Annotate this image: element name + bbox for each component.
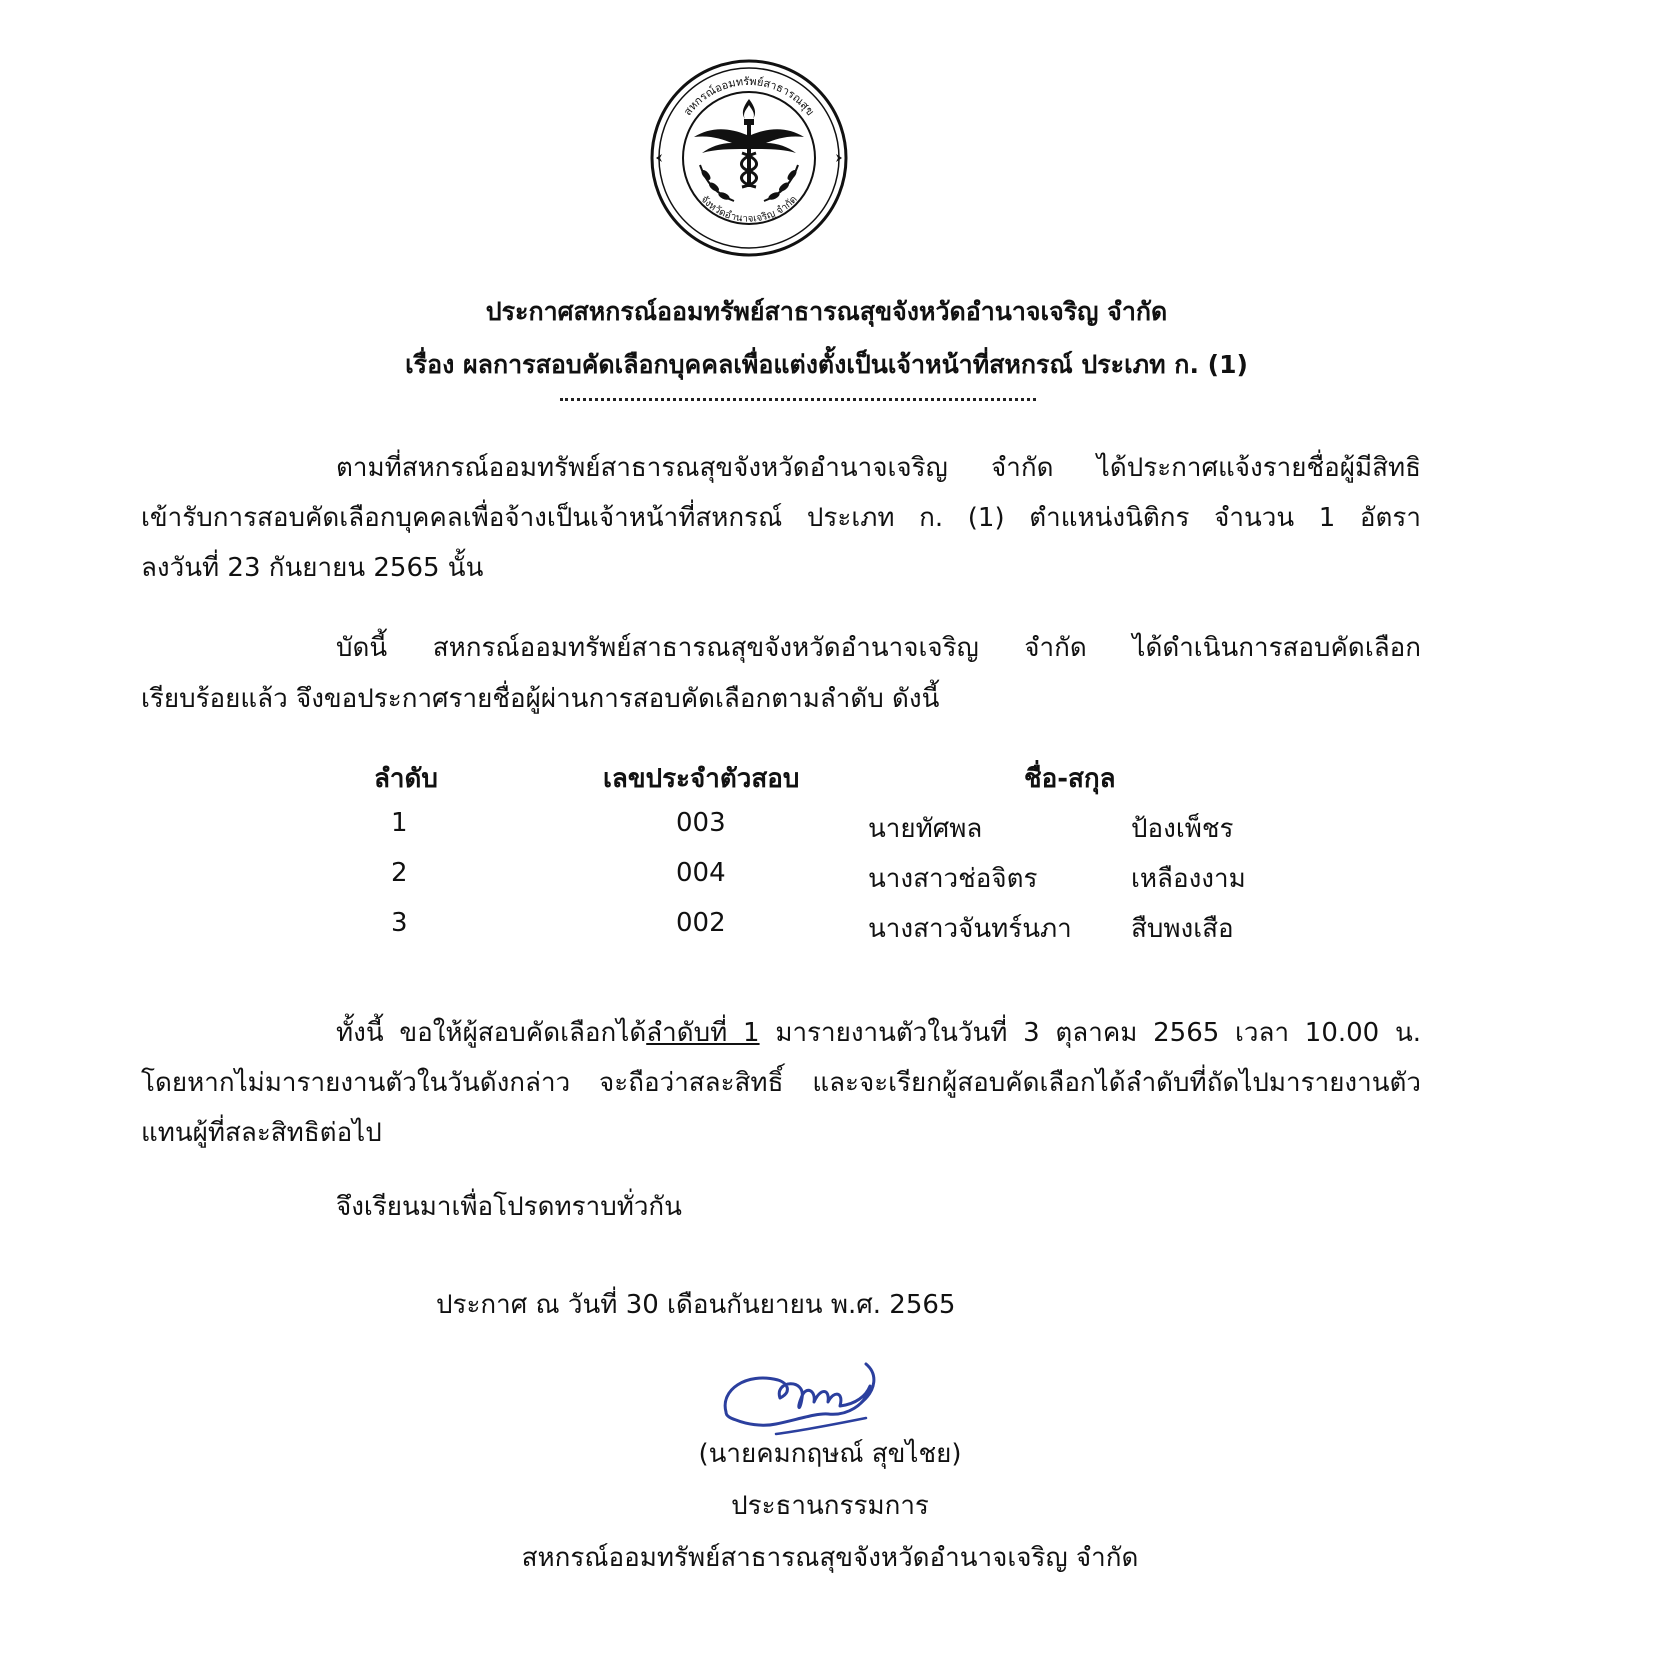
organization-name: สหกรณ์ออมทรัพย์สาธารณสุขจังหวัดอำนาจเจริญ จำกัด <box>521 1543 1139 1573</box>
paragraph-1-line-1: ตามที่สหกรณ์ออมทรัพย์สาธารณสุขจังหวัดอำนาจเจริญ จำกัด ได้ประกาศแจ้งรายชื่อผู้มีสิทธิ <box>336 453 1421 483</box>
column-header-exam-id: เลขประจำตัวสอบ <box>603 764 800 794</box>
column-header-name: ชื่อ-สกุล <box>1024 764 1116 794</box>
announcement-title: ประกาศสหกรณ์ออมทรัพย์สาธารณสุขจังหวัดอำนาจเจริญ จำกัด <box>485 297 1168 326</box>
paragraph-3-line-2: โดยหากไม่มารายงานตัวในวันดังกล่าว จะถือว่าสละสิทธิ์ และจะเรียกผู้สอบคัดเลือกได้ลำดับที่ถัดไปมารายงานตัว <box>141 1068 1421 1098</box>
seal-text-bottom: จังหวัดอำนาจเจริญ จำกัด <box>698 193 800 225</box>
cooperative-seal-logo <box>648 57 850 259</box>
row-last-name: สืบพงเสือ <box>1131 914 1234 944</box>
row-first-name: นางสาวช่อจิตร <box>868 864 1038 894</box>
paragraph-3-line-3: แทนผู้ที่สละสิทธิต่อไป <box>141 1118 382 1148</box>
paragraph-2-line-2: เรียบร้อยแล้ว จึงขอประกาศรายชื่อผู้ผ่านการสอบคัดเลือกตามลำดับ ดังนี้ <box>141 684 940 714</box>
row-first-name: นายทัศพล <box>868 814 983 844</box>
signer-title: ประธานกรรมการ <box>731 1491 929 1521</box>
underlined-rank-1: ลำดับที่ 1 <box>646 1018 760 1048</box>
svg-text:จังหวัดอำนาจเจริญ จำกัด <box>698 194 799 225</box>
closing-statement: จึงเรียนมาเพื่อโปรดทราบทั่วกัน <box>336 1192 682 1222</box>
row-first-name: นางสาวจันทร์นภา <box>868 914 1072 944</box>
row-exam-id: 004 <box>676 858 726 888</box>
row-last-name: เหลืองงาม <box>1131 864 1246 894</box>
paragraph-3-text-b: มารายงานตัวในวันที่ 3 ตุลาคม 2565 เวลา 10.00 น. <box>759 1018 1422 1048</box>
handwritten-signature <box>716 1350 906 1440</box>
dotted-divider <box>560 398 1036 401</box>
paragraph-3-text-a: ทั้งนี้ ขอให้ผู้สอบคัดเลือกได้ <box>336 1018 647 1048</box>
row-order: 3 <box>391 908 408 938</box>
row-last-name: ป้องเพ็ชร <box>1131 814 1234 844</box>
paragraph-1-line-3: ลงวันที่ 23 กันยายน 2565 นั้น <box>141 553 484 583</box>
announcement-date: ประกาศ ณ วันที่ 30 เดือนกันยายน พ.ศ. 2565 <box>436 1290 956 1320</box>
column-header-order: ลำดับ <box>374 764 438 794</box>
announcement-subject: เรื่อง ผลการสอบคัดเลือกบุคคลเพื่อแต่งตั้งเป็นเจ้าหน้าที่สหกรณ์ ประเภท ก. (1) <box>405 350 1248 379</box>
signer-name: (นายคมกฤษณ์ สุขไชย) <box>698 1439 962 1469</box>
row-exam-id: 002 <box>676 908 726 938</box>
paragraph-3-line-1 <box>336 1012 1421 1053</box>
seal-text-top: สหกรณ์ออมทรัพย์สาธารณสุข <box>681 74 817 119</box>
row-order: 1 <box>391 808 408 838</box>
row-order: 2 <box>391 858 408 888</box>
paragraph-2-line-1: บัดนี้ สหกรณ์ออมทรัพย์สาธารณสุขจังหวัดอำนาจเจริญ จำกัด ได้ดำเนินการสอบคัดเลือก <box>336 633 1421 663</box>
row-exam-id: 003 <box>676 808 726 838</box>
paragraph-1-line-2: เข้ารับการสอบคัดเลือกบุคคลเพื่อจ้างเป็นเจ้าหน้าที่สหกรณ์ ประเภท ก. (1) ตำแหน่งนิติกร จำนวน 1 อัตรา <box>141 503 1422 533</box>
